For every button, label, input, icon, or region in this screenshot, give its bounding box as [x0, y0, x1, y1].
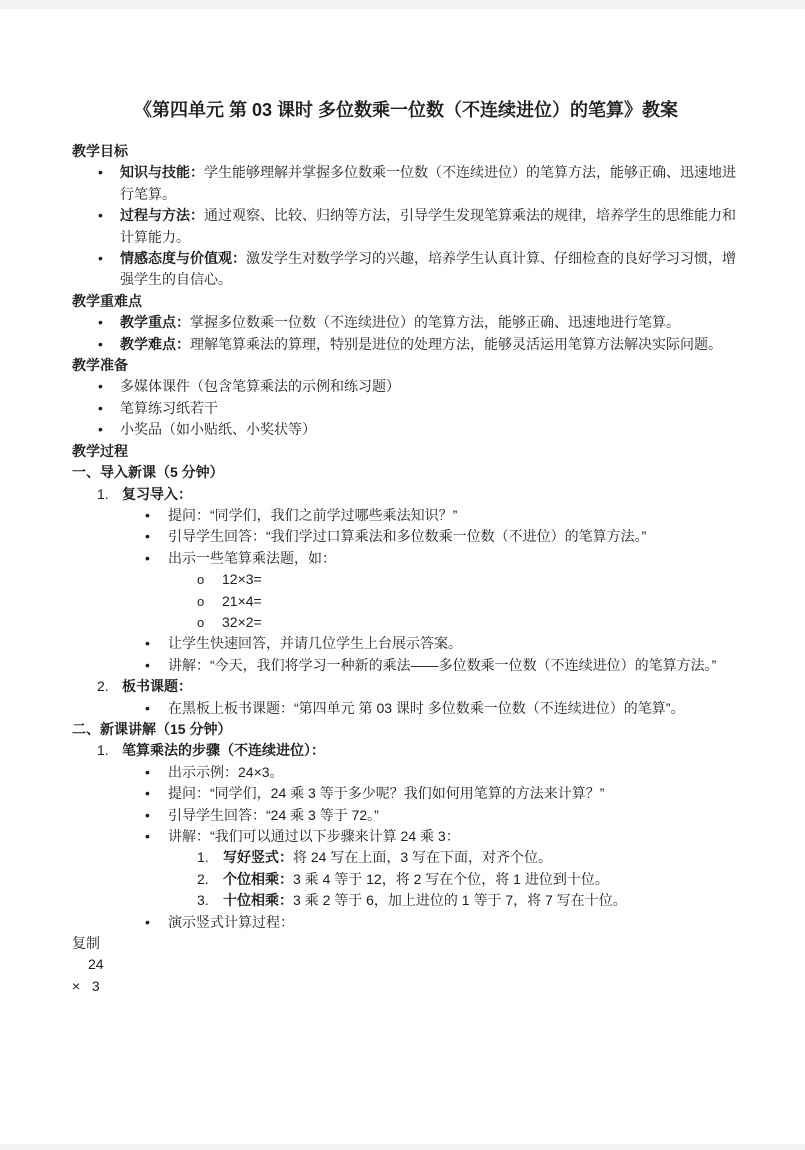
- list-item: [72, 655, 740, 676]
- item-lead: 复习导入：: [122, 485, 192, 502]
- item-lead: 教学重点：: [120, 314, 190, 331]
- item-text: [122, 484, 740, 505]
- item-lead: 情感态度与价值观：: [120, 250, 246, 267]
- item-body: 通过观察、比较、归纳等方法，引导学生发现笔算乘法的规律，培养学生的思维能力和计算能力。: [120, 207, 736, 245]
- item-lead: 知识与技能：: [120, 164, 204, 181]
- bullet-icon: •: [98, 421, 103, 438]
- bullet-icon: •: [145, 549, 150, 566]
- vertical-multiplier-row: × 3: [72, 977, 100, 994]
- copy-button[interactable]: 复制: [72, 935, 100, 952]
- list-item: [72, 398, 740, 419]
- item-lead: 十位相乘：: [223, 892, 293, 909]
- item-lead: 笔算乘法的步骤（不连续进位）：: [122, 742, 325, 759]
- item-text: [120, 334, 740, 355]
- bullet-icon: •: [98, 335, 103, 352]
- list-number: 2.: [197, 870, 209, 887]
- item-text: [223, 869, 740, 890]
- bullet-icon: •: [98, 164, 103, 181]
- item-lead: 个位相乘：: [223, 870, 293, 887]
- item-text: [120, 205, 740, 248]
- list-item: [72, 162, 740, 205]
- circle-bullet-icon: o: [197, 572, 205, 588]
- list-item: [72, 376, 740, 397]
- circle-bullet-icon: o: [197, 593, 205, 609]
- document-title: 《第四单元 第 03 课时 多位数乘一位数（不连续进位）的笔算》教案: [133, 100, 679, 120]
- item-text: [122, 740, 740, 761]
- item-text: 讲解：“我们可以通过以下步骤来计算 24 乘 3：: [168, 828, 460, 844]
- list-number: 1.: [97, 485, 109, 502]
- item-body: 将 24 写在上面，3 写在下面，对齐个位。: [293, 849, 553, 866]
- list-item: [72, 826, 740, 847]
- bullet-icon: •: [145, 635, 150, 652]
- bullet-icon: •: [145, 699, 150, 716]
- item-text: 提问：“同学们，我们之前学过哪些乘法知识？”: [168, 506, 458, 523]
- item-text: 提问：“同学们，24 乘 3 等于多少呢？我们如何用笔算的方法来计算？”: [168, 785, 605, 802]
- numbered-item: [72, 484, 740, 505]
- bullet-icon: •: [145, 656, 150, 673]
- item-lead: 教学难点：: [120, 335, 190, 352]
- list-item: [72, 698, 740, 719]
- list-item: [72, 334, 740, 355]
- numbered-item: [72, 740, 740, 761]
- vertical-multiplicand: 24: [88, 956, 104, 973]
- item-text: 引导学生回答：“24 乘 3 等于 72。”: [168, 806, 379, 823]
- item-text: 引导学生回答：“我们学过口算乘法和多位数乘一位数（不进位）的笔算方法。”: [168, 528, 647, 545]
- item-lead: 板书课题：: [122, 678, 192, 695]
- bullet-icon: •: [145, 806, 150, 823]
- bullet-icon: •: [98, 250, 103, 267]
- sub-list-item: [72, 612, 740, 633]
- item-body: 激发学生对数学学习的兴趣，培养学生认真计算、仔细检查的良好学习习惯，增强学生的自信心。: [120, 250, 736, 288]
- item-text: 出示一些笔算乘法题，如：: [168, 549, 336, 566]
- item-text: 小奖品（如小贴纸、小奖状等）: [120, 421, 316, 438]
- bullet-icon: •: [98, 378, 103, 395]
- item-text: 笔算练习纸若干: [120, 399, 218, 416]
- step-item: [72, 847, 740, 868]
- list-item: [72, 783, 740, 804]
- document-page: [0, 9, 805, 1144]
- bullet-icon: •: [145, 828, 150, 844]
- item-text: 21×4=: [222, 592, 262, 609]
- item-text: [223, 847, 740, 868]
- step-item: [72, 890, 740, 911]
- bullet-icon: •: [98, 399, 103, 416]
- item-text: 多媒体课件（包含笔算乘法的示例和练习题）: [120, 378, 400, 395]
- heading-key-points: 教学重难点: [72, 292, 142, 309]
- list-item: [72, 419, 740, 440]
- bullet-icon: •: [145, 506, 150, 523]
- item-text: [120, 312, 740, 333]
- heading-process: 教学过程: [72, 442, 128, 459]
- item-body: 3 乘 4 等于 12，将 2 写在个位，将 1 进位到十位。: [293, 870, 609, 887]
- item-text: [120, 162, 740, 205]
- item-body: 掌握多位数乘一位数（不连续进位）的笔算方法，能够正确、迅速地进行笔算。: [190, 314, 680, 331]
- list-item: [72, 633, 740, 654]
- item-text: 演示竖式计算过程：: [168, 913, 294, 930]
- heading-part-2: 二、新课讲解（15 分钟）: [72, 720, 232, 737]
- heading-part-1: 一、导入新课（5 分钟）: [72, 464, 224, 481]
- item-text: 在黑板上板书课题：“第四单元 第 03 课时 多位数乘一位数（不连续进位）的笔算”。: [168, 699, 685, 716]
- step-item: [72, 869, 740, 890]
- item-lead: 写好竖式：: [223, 849, 293, 866]
- item-lead: 过程与方法：: [120, 207, 204, 224]
- item-body: 3 乘 2 等于 6，加上进位的 1 等于 7，将 7 写在十位。: [293, 892, 627, 909]
- item-text: 讲解：“今天，我们将学习一种新的乘法——多位数乘一位数（不连续进位）的笔算方法。”: [168, 656, 717, 673]
- list-item: [72, 548, 740, 569]
- item-text: 12×3=: [222, 571, 262, 588]
- bullet-icon: •: [145, 785, 150, 802]
- bullet-icon: •: [145, 763, 150, 780]
- sub-list-item: [72, 591, 740, 612]
- list-item: [72, 526, 740, 547]
- item-text: [122, 676, 740, 697]
- list-item: [72, 205, 740, 248]
- list-number: 3.: [197, 892, 209, 909]
- item-text: 出示示例：24×3。: [168, 763, 284, 780]
- bullet-icon: •: [98, 314, 103, 331]
- list-item: [72, 805, 740, 826]
- bullet-icon: •: [145, 528, 150, 545]
- item-body: 学生能够理解并掌握多位数乘一位数（不连续进位）的笔算方法，能够正确、迅速地进行笔算。: [120, 164, 736, 202]
- list-item: [72, 762, 740, 783]
- circle-bullet-icon: o: [197, 614, 205, 630]
- item-text: [223, 890, 740, 911]
- list-number: 2.: [97, 678, 109, 695]
- bullet-icon: •: [98, 207, 103, 224]
- heading-objectives: 教学目标: [72, 143, 128, 159]
- list-item: [72, 248, 740, 291]
- heading-preparation: 教学准备: [72, 357, 128, 374]
- list-number: 1.: [97, 742, 109, 759]
- sub-list-item: [72, 569, 740, 590]
- numbered-item: [72, 676, 740, 697]
- list-item: [72, 912, 740, 933]
- item-text: 32×2=: [222, 613, 262, 630]
- list-item: [72, 505, 740, 526]
- item-text: 让学生快速回答，并请几位学生上台展示答案。: [168, 635, 462, 652]
- bullet-icon: •: [145, 913, 150, 930]
- list-number: 1.: [197, 849, 209, 866]
- list-item: [72, 312, 740, 333]
- item-text: [120, 248, 740, 291]
- item-body: 理解笔算乘法的算理，特别是进位的处理方法，能够灵活运用笔算方法解决实际问题。: [190, 335, 722, 352]
